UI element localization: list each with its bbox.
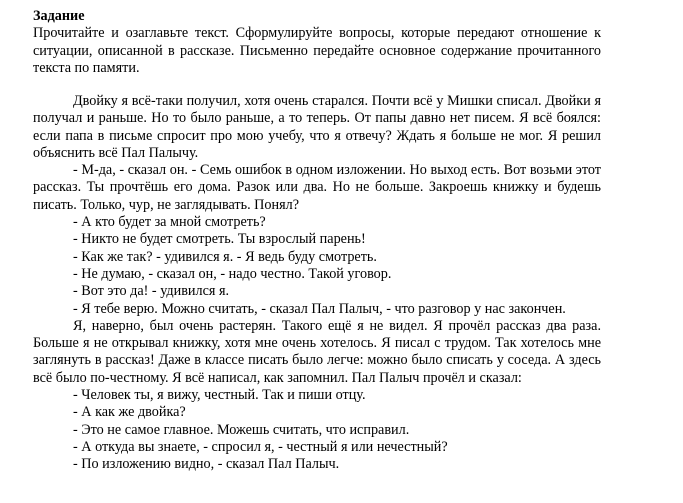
dialogue-line: - А кто будет за мной смотреть?: [73, 214, 266, 231]
dialogue-line: - А как же двойка?: [73, 404, 186, 421]
dialogue-line: - Как же так? - удивился я. - Я ведь буду смотреть.: [73, 248, 377, 265]
dialogue-line: - Вот это да! - удивился я.: [73, 283, 230, 300]
dialogue-line: - М-да, - сказал он. - Семь ошибок в одном изложении. Но выход есть. Вот возьми этот рассказ. Ты прочтёшь его дома. Разок или два. Но не больше. Закроешь книжку и будешь писать. Только, чур, не заглядывать. Понял?: [33, 162, 601, 213]
dialogue-line: - Это не самое главное. Можешь считать, что исправил.: [73, 421, 410, 438]
task-instructions: Прочитайте и озаглавьте текст. Сформулируйте вопросы, которые передают отношение к ситуации, описанной в рассказе. Письменно передайте основное содержание прочитанного текста по памяти.: [33, 25, 601, 76]
task-block: [33, 8, 601, 77]
story-paragraph: Двойку я всё-таки получил, хотя очень старался. Почти всё у Мишки списал. Двойки я получал и раньше. Но то было раньше, а то теперь. От папы давно нет писем. Я всё боялся: если папа в письме спросит про мою учебу, что я отвечу? Ждать я больше не мог. Я решил объяснить всё Пал Палычу.: [33, 93, 601, 161]
dialogue-line: - Человек ты, я вижу, честный. Так и пиши отцу.: [73, 387, 366, 404]
task-title: Задание: [33, 8, 85, 24]
story-text: [33, 93, 601, 474]
dialogue-line: - А откуда вы знаете, - спросил я, - честный я или нечестный?: [73, 438, 448, 455]
dialogue-line: - По изложению видно, - сказал Пал Палыч.: [73, 456, 340, 473]
story-paragraph: Я, наверно, был очень растерян. Такого ещё я не видел. Я прочёл рассказ два раза. Больше я не открывал книжку, хотя мне очень хотелось. Я писал с трудом. Так хотелось мне заглянуть в рассказ! Даже в классе писать было легче: можно было списать у соседа. А здесь всё было по-честному. Я всё написал, как запомнил. Пал Палыч прочёл и сказал:: [33, 317, 601, 386]
dialogue-line: - Никто не будет смотреть. Ты взрослый парень!: [73, 231, 366, 248]
dialogue-line: - Не думаю, - сказал он, - надо честно. Такой уговор.: [73, 265, 392, 282]
dialogue-line: - Я тебе верю. Можно считать, - сказал Пал Палыч, - что разговор у нас закончен.: [73, 300, 566, 317]
